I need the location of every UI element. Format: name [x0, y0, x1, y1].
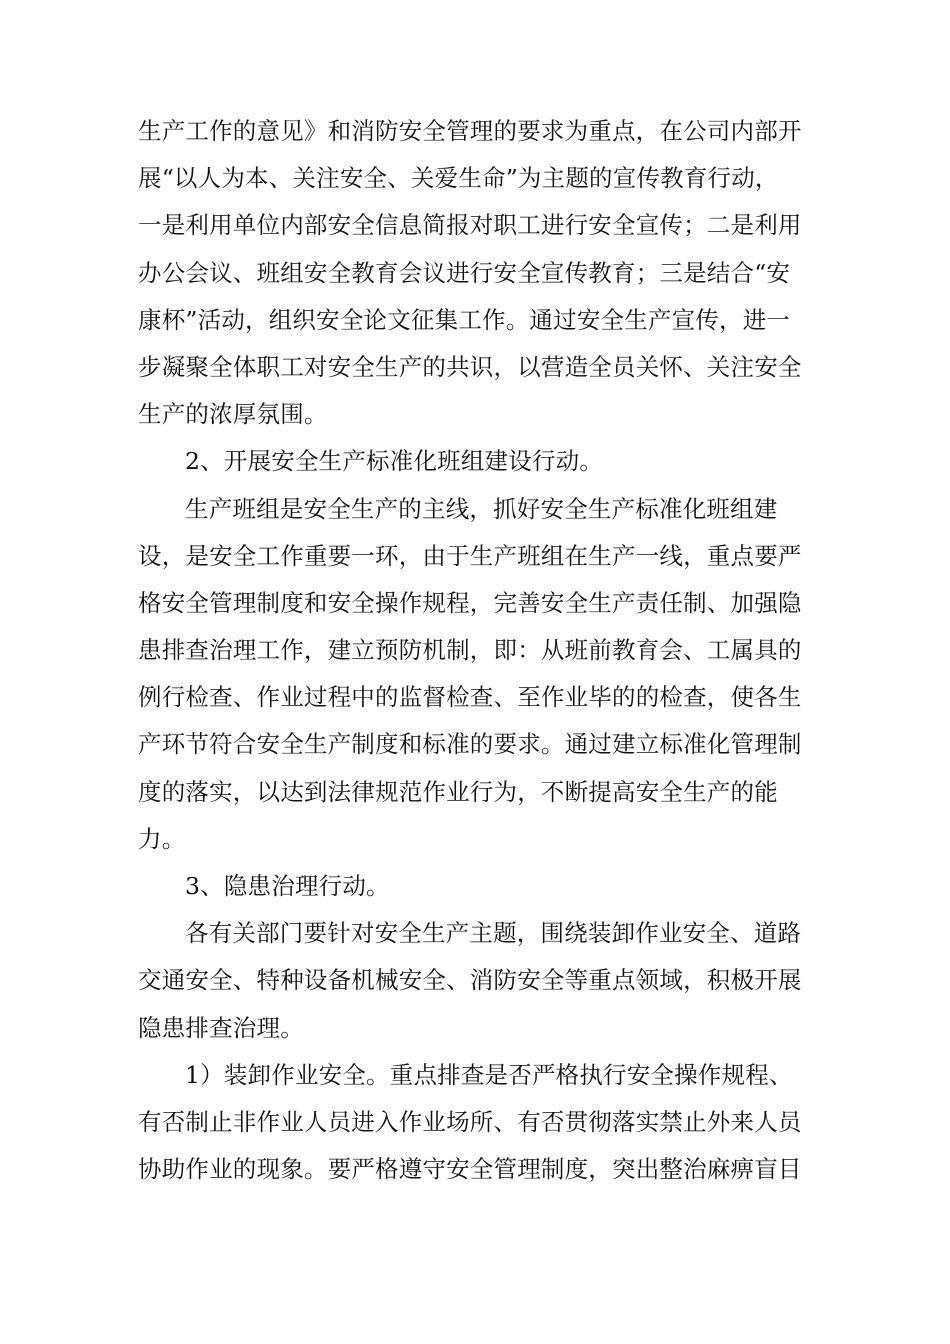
text-line: 步凝聚全体职工对安全生产的共识，以营造全员关怀、关注安全: [138, 352, 802, 381]
text-line: 力。: [138, 824, 186, 853]
text-line: 协助作业的现象。要严格遵守安全管理制度，突出整治麻痹盲目: [138, 1155, 802, 1184]
text-line: 患排查治理工作，建立预防机制，即：从班前教育会、工属具的: [138, 636, 802, 665]
text-line: 设，是安全工作重要一环，由于生产班组在生产一线，重点要严: [138, 541, 802, 570]
text-line: 度的落实，以达到法律规范作业行为，不断提高安全生产的能: [138, 777, 778, 806]
text-line: 隐患排查治理。: [138, 1013, 304, 1042]
document-body: [138, 108, 828, 1193]
paragraph-start-line: 1）装卸作业安全。重点排查是否严格执行安全操作规程、: [185, 1060, 793, 1089]
paragraph-start-line: 各有关部门要针对安全生产主题，围绕装卸作业安全、道路: [185, 919, 802, 948]
text-line: 格安全管理制度和安全操作规程，完善安全生产责任制、加强隐: [138, 588, 802, 617]
text-line: 交通安全、特种设备机械安全、消防安全等重点领域，积极开展: [138, 966, 802, 995]
text-line: 生产的浓厚氛围。: [138, 400, 328, 429]
paragraph-start-line: 生产班组是安全生产的主线，抓好安全生产标准化班组建: [185, 494, 778, 523]
text-line: 产环节符合安全生产制度和标准的要求。通过建立标准化管理制: [138, 730, 802, 759]
section-heading: 3、隐患治理行动。: [185, 872, 390, 900]
text-line: 办公会议、班组安全教育会议进行安全宣传教育；三是结合“安: [138, 258, 791, 287]
text-line: 康杯”活动，组织安全论文征集工作。通过安全生产宣传，进一: [138, 305, 791, 334]
text-line: 例行检查、作业过程中的监督检查、至作业毕的的检查，使各生: [138, 683, 802, 712]
text-line: 一是利用单位内部安全信息简报对职工进行安全宣传；二是利用: [138, 211, 802, 240]
text-line: 有否制止非作业人员进入作业场所、有否贯彻落实禁止外来人员: [138, 1107, 802, 1136]
section-heading: 2、开展安全生产标准化班组建设行动。: [185, 447, 604, 476]
text-line: 生产工作的意见》和消防安全管理的要求为重点，在公司内部开: [138, 117, 802, 145]
text-line: 展“以人为本、关注安全、关爱生命”为主题的宣传教育行动，: [138, 164, 779, 193]
